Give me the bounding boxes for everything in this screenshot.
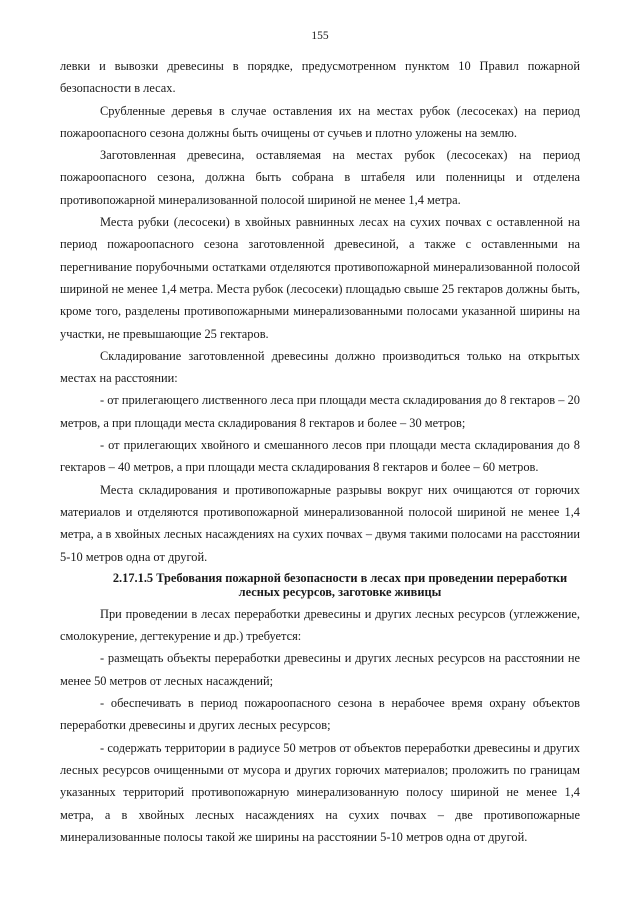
list-item: - от прилегающего лиственного леса при площади места складирования до 8 гектаров – 20 метров, а при площади места складирования 8 гектаров и более – 30 метров; <box>60 393 580 430</box>
paragraph: Срубленные деревья в случае оставления их на местах рубок (лесосеках) на период пожароопасного сезона должны быть очищены от сучьев и плотно уложены на землю. <box>60 103 580 140</box>
paragraph: Места рубки (лесосеки) в хвойных равнинных лесах на сухих почвах с оставленной на период пожароопасного сезона заготовленной древесиной, а также с оставленными на перегнивание порубочными остатками отделяются противопожарной минерализованной полосой шириной не менее 1,4 метра. Места рубок (лесосеки) площадью свыше 25 гектаров должны быть, кроме того, разделены противопожарными минерализованными полосами указанной ширины на участки, не превышающие 25 гектаров. <box>60 215 580 341</box>
section-heading: 2.17.1.5 Требования пожарной безопасности в лесах при проведении переработки лесных ресурсов, заготовке живицы <box>112 570 568 599</box>
document-body <box>60 55 580 848</box>
paragraph: Места складирования и противопожарные разрывы вокруг них очищаются от горючих материалов и отделяются противопожарной минерализованной полосой шириной не менее 1,4 метра, а в хвойных лесных насаждениях на сухих почвах – двумя такими полосами на расстоянии 5-10 метров одна от другой. <box>60 482 580 564</box>
list-item: - обеспечивать в период пожароопасного сезона в нерабочее время охрану объектов переработки древесины и других лесных ресурсов; <box>60 696 580 733</box>
paragraph: левки и вывозки древесины в порядке, предусмотренном пунктом 10 Правил пожарной безопасности в лесах. <box>60 59 580 96</box>
paragraph: Заготовленная древесина, оставляемая на местах рубок (лесосеках) на период пожароопасного сезона, должна быть собрана в штабеля или поленницы и отделена противопожарной минерализованной полосой шириной не менее 1,4 метра. <box>60 148 580 207</box>
list-item: - от прилегающих хвойного и смешанного лесов при площади места складирования до 8 гектаров – 40 метров, а при площади места складирования 8 гектаров и более – 60 метров. <box>60 438 580 475</box>
paragraph: Складирование заготовленной древесины должно производиться только на открытых местах на расстоянии: <box>60 348 580 386</box>
page-number: 155 <box>311 30 329 42</box>
paragraph: При проведении в лесах переработки древесины и других лесных ресурсов (углежжение, смолокурение, дегтекурение и др.) требуется: <box>60 606 580 644</box>
list-item: - содержать территории в радиусе 50 метров от объектов переработки древесины и других лесных ресурсов очищенными от мусора и других горючих материалов; проложить по границам указанных территорий противопожарную минерализованную полосу шириной не менее 1,4 метра, а в хвойных лесных насаждениях на сухих почвах – две противопожарные минерализованные полосы такой же ширины на расстоянии 5-10 метров одна от другой. <box>60 740 580 844</box>
list-item: - размещать объекты переработки древесины и других лесных ресурсов на расстоянии не менее 50 метров от лесных насаждений; <box>60 651 580 688</box>
